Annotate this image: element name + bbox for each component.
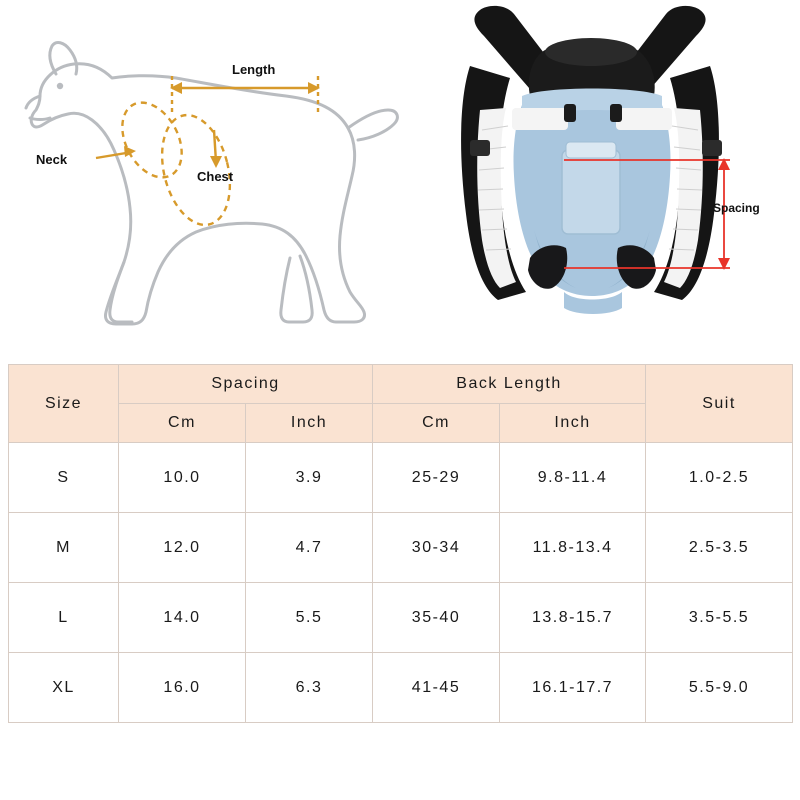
photo-label-spacing: Spacing — [713, 201, 760, 215]
cell-spacing-cm: 16.0 — [119, 653, 246, 723]
cell-spacing-inch: 3.9 — [246, 443, 373, 513]
cell-back-length-cm: 41-45 — [373, 653, 500, 723]
cell-back-length-inch: 16.1-17.7 — [500, 653, 646, 723]
header-suit: Suit — [646, 365, 793, 443]
diagram-label-neck: Neck — [36, 152, 68, 167]
table-body — [9, 443, 793, 723]
carrier-photo-svg — [414, 0, 800, 348]
size-table — [8, 364, 793, 723]
dog-measurement-diagram — [0, 0, 414, 348]
table-head — [9, 365, 793, 443]
cell-spacing-cm: 12.0 — [119, 513, 246, 583]
cell-back-length-cm: 30-34 — [373, 513, 500, 583]
cell-back-length-inch: 9.8-11.4 — [500, 443, 646, 513]
table-row — [9, 583, 793, 653]
cell-suit-kg: 5.5-9.0 — [646, 653, 793, 723]
cell-spacing-inch: 4.7 — [246, 513, 373, 583]
cell-size: M — [9, 513, 119, 583]
table-row — [9, 443, 793, 513]
header-spacing: Spacing — [119, 365, 373, 404]
cell-spacing-cm: 10.0 — [119, 443, 246, 513]
diagram-label-chest: Chest — [197, 169, 234, 184]
header-back-length: Back Length — [373, 365, 646, 404]
cell-spacing-inch: 6.3 — [246, 653, 373, 723]
diagram-label-length: Length — [232, 62, 276, 77]
cell-back-length-cm: 35-40 — [373, 583, 500, 653]
header-spacing-inch: Inch — [246, 404, 373, 443]
cell-suit-kg: 1.0-2.5 — [646, 443, 793, 513]
cell-back-length-cm: 25-29 — [373, 443, 500, 513]
cell-spacing-inch: 5.5 — [246, 583, 373, 653]
cell-suit-kg: 2.5-3.5 — [646, 513, 793, 583]
cell-spacing-cm: 14.0 — [119, 583, 246, 653]
header-back-length-inch: Inch — [500, 404, 646, 443]
header-size: Size — [9, 365, 119, 443]
table-row — [9, 653, 793, 723]
cell-size: S — [9, 443, 119, 513]
cell-suit-kg: 3.5-5.5 — [646, 583, 793, 653]
table-row — [9, 513, 793, 583]
cell-back-length-inch: 13.8-15.7 — [500, 583, 646, 653]
product-photo — [414, 0, 800, 348]
header-spacing-cm: Cm — [119, 404, 246, 443]
cell-size: XL — [9, 653, 119, 723]
illustration-row — [0, 0, 800, 360]
cell-size: L — [9, 583, 119, 653]
header-back-length-cm: Cm — [373, 404, 500, 443]
size-table-wrapper — [8, 364, 792, 723]
table-header-row-group — [9, 365, 793, 404]
cell-back-length-inch: 11.8-13.4 — [500, 513, 646, 583]
